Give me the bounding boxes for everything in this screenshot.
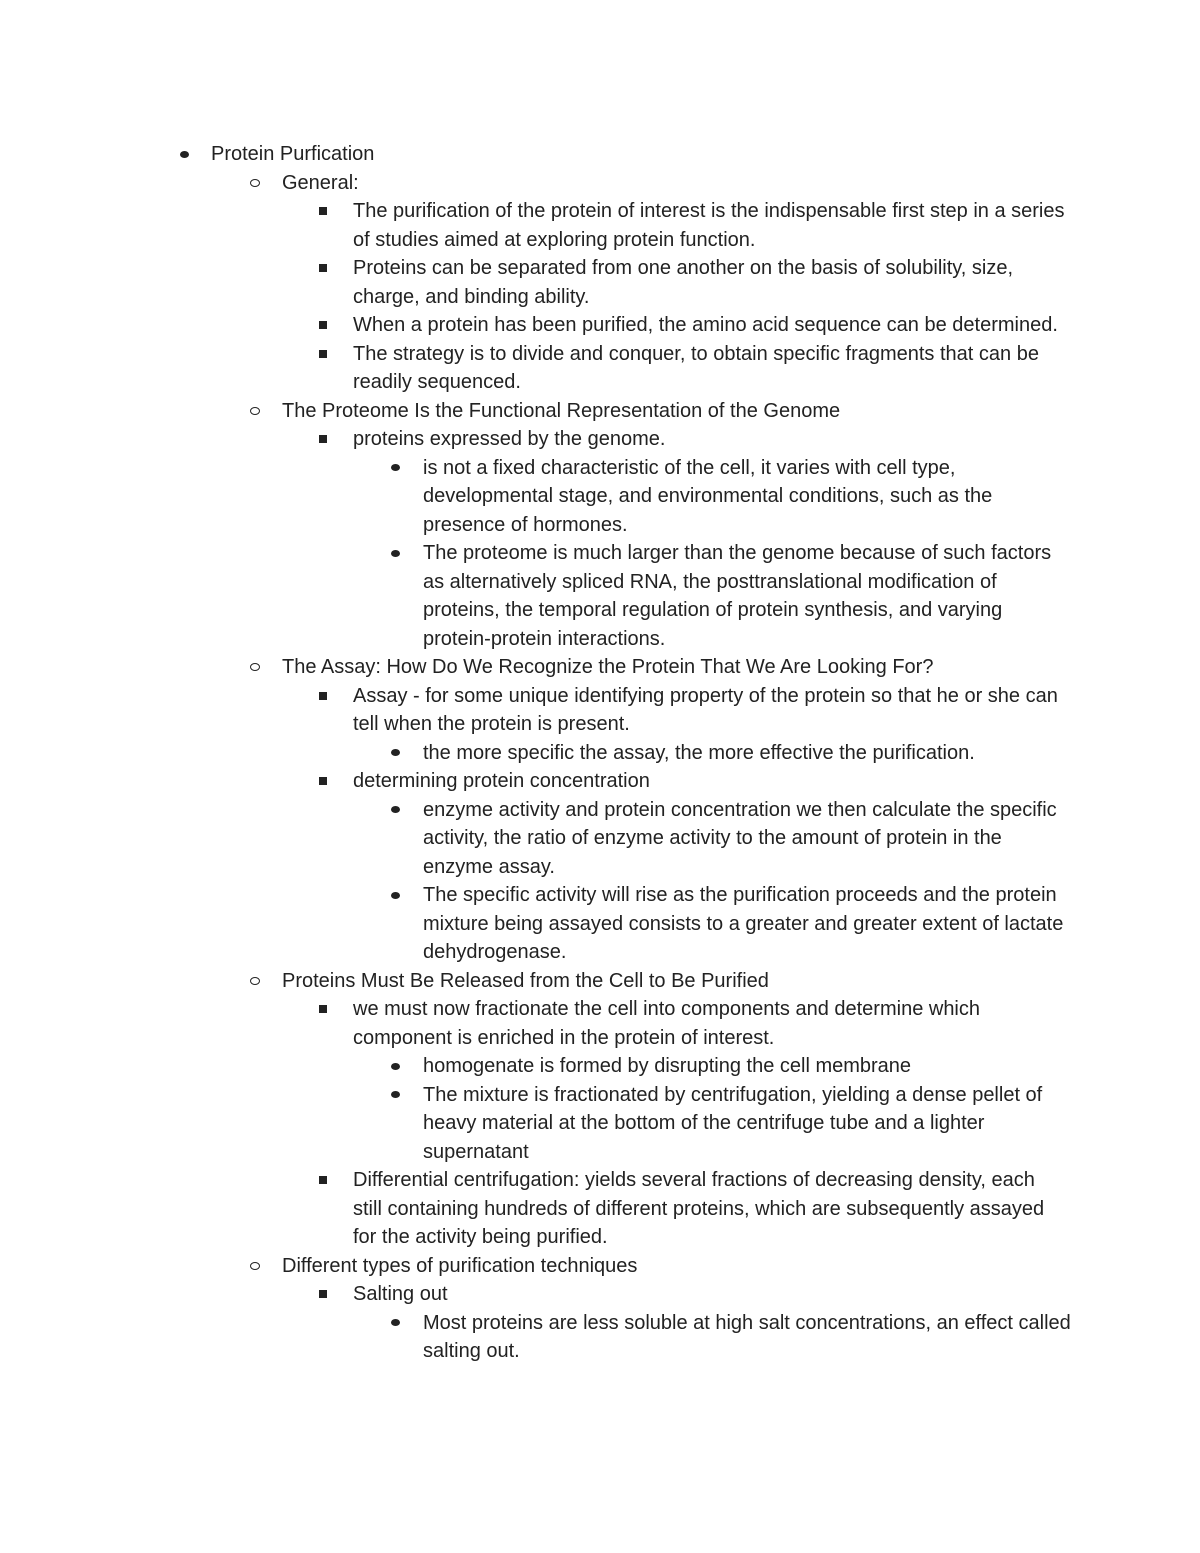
- circle-bullet-icon: [245, 1252, 265, 1281]
- outline-sections: [0, 169, 1200, 1366]
- section-heading-text: General:: [282, 171, 359, 194]
- list-item-text: Salting out: [353, 1283, 448, 1305]
- square-bullet-icon: [313, 197, 333, 226]
- disc-bullet-icon: [385, 1052, 405, 1081]
- disc-bullet-icon: [385, 739, 405, 768]
- sub-list-item: [0, 454, 1073, 540]
- list-item: [0, 682, 1068, 739]
- list-item: [0, 1166, 1068, 1252]
- section-heading-text: The Assay: How Do We Recognize the Protein That We Are Looking For?: [282, 656, 934, 678]
- outline-title: Protein Purfication: [211, 143, 375, 165]
- list-item: [0, 767, 1068, 796]
- square-bullet-icon: [313, 995, 333, 1024]
- sub-list-item-text: The specific activity will rise as the purification proceeds and the protein mixture being assayed consists to a greater and greater extent of lactate dehydrogenase.: [423, 884, 1064, 963]
- section-heading: [0, 967, 1200, 996]
- document-page: [0, 140, 1200, 1366]
- list-item: [0, 1280, 1068, 1309]
- sub-list-item-text: The proteome is much larger than the genome because of such factors as alternatively spliced RNA, the posttranslational modification of proteins, the temporal regulation of protein synthesis, and varying protein-protein interactions.: [423, 542, 1052, 650]
- circle-bullet-icon: [245, 653, 265, 682]
- disc-bullet-icon: [385, 539, 405, 568]
- outline-title-item: [0, 140, 1200, 169]
- sub-list-item: [0, 539, 1073, 653]
- list-item: [0, 340, 1068, 397]
- sub-list-item-text: enzyme activity and protein concentration we then calculate the specific activity, the ratio of enzyme activity to the amount of protein in the enzyme assay.: [423, 798, 1057, 878]
- list-item: [0, 311, 1068, 340]
- disc-bullet-icon: [385, 881, 405, 910]
- sub-list-item-text: The mixture is fractionated by centrifugation, yielding a dense pellet of heavy material at the bottom of the centrifuge tube and a lighter supernatant: [423, 1083, 1043, 1163]
- disc-bullet-icon: [385, 454, 405, 483]
- square-bullet-icon: [313, 767, 333, 796]
- square-bullet-icon: [313, 340, 333, 369]
- list-item-text: we must now fractionate the cell into components and determine which component is enriched in the protein of interest.: [353, 998, 981, 1049]
- square-bullet-icon: [313, 254, 333, 283]
- sub-list-item: [0, 1081, 1073, 1167]
- list-item-text: determining protein concentration: [353, 770, 650, 792]
- section-heading: [0, 397, 1200, 426]
- list-item-text: The strategy is to divide and conquer, to obtain specific fragments that can be readily sequenced.: [353, 342, 1039, 393]
- disc-bullet-icon: [385, 796, 405, 825]
- section-heading-text: Proteins Must Be Released from the Cell to Be Purified: [282, 969, 769, 992]
- section-heading-text: Different types of purification techniques: [282, 1254, 638, 1277]
- sub-list-item: [0, 1309, 1073, 1366]
- list-item: [0, 995, 1068, 1052]
- list-item-text: Differential centrifugation: yields several fractions of decreasing density, each still containing hundreds of different proteins, which are subsequently assayed for the activity being purified.: [353, 1169, 1045, 1248]
- list-item-text: proteins expressed by the genome.: [353, 428, 666, 450]
- section-heading: [0, 653, 1200, 682]
- square-bullet-icon: [313, 425, 333, 454]
- list-item-text: Proteins can be separated from one another on the basis of solubility, size, charge, and binding ability.: [353, 257, 1014, 308]
- sub-list-item-text: is not a fixed characteristic of the cell, it varies with cell type, developmental stage, and environmental conditions, such as the presence of hormones.: [423, 456, 993, 536]
- section-heading: [0, 1252, 1200, 1281]
- disc-bullet-icon: [385, 1309, 405, 1338]
- square-bullet-icon: [313, 1166, 333, 1195]
- sub-list-item-text: homogenate is formed by disrupting the cell membrane: [423, 1055, 912, 1077]
- disc-bullet-icon: [385, 1081, 405, 1110]
- circle-bullet-icon: [245, 169, 265, 198]
- sub-list-item-text: Most proteins are less soluble at high salt concentrations, an effect called salting out.: [423, 1311, 1071, 1362]
- section-heading-text: The Proteome Is the Functional Representation of the Genome: [282, 399, 841, 422]
- sub-list-item: [0, 796, 1073, 882]
- disc-bullet-icon: [174, 140, 194, 169]
- list-item-text: The purification of the protein of interest is the indispensable first step in a series of studies aimed at exploring protein function.: [353, 200, 1065, 251]
- sub-list-item: [0, 1052, 1073, 1081]
- sub-list-item-text: the more specific the assay, the more effective the purification.: [423, 741, 975, 764]
- list-item-text: When a protein has been purified, the amino acid sequence can be determined.: [353, 314, 1058, 336]
- circle-bullet-icon: [245, 397, 265, 426]
- circle-bullet-icon: [245, 967, 265, 996]
- square-bullet-icon: [313, 1280, 333, 1309]
- list-item: [0, 254, 1068, 311]
- section-heading: [0, 169, 1200, 198]
- sub-list-item: [0, 881, 1073, 967]
- list-item: [0, 197, 1068, 254]
- sub-list-item: [0, 739, 1073, 768]
- list-item: [0, 425, 1068, 454]
- list-item-text: Assay - for some unique identifying property of the protein so that he or she can tell when the protein is present.: [353, 684, 1058, 735]
- square-bullet-icon: [313, 682, 333, 711]
- square-bullet-icon: [313, 311, 333, 340]
